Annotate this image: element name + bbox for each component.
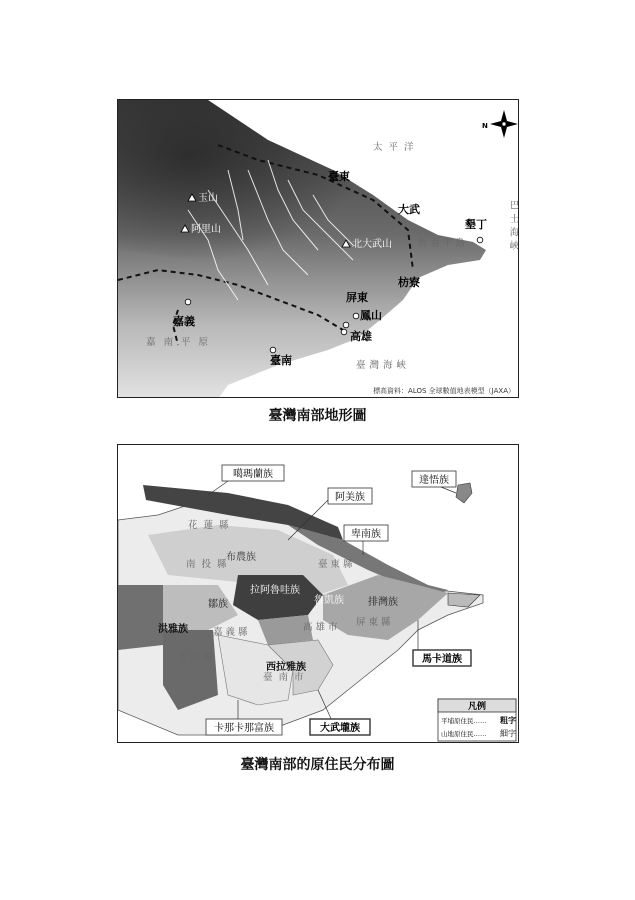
- elevation-source-note: 標高資料：ALOS 全球數值地表模型（JAXA）: [373, 387, 515, 395]
- place-pingdong: 屏東: [346, 291, 368, 304]
- svg-text:大武壠族: 大武壠族: [320, 723, 360, 734]
- callout-kavalan: [222, 465, 284, 481]
- region-jiayi-plain: [163, 630, 218, 710]
- callout-puyuma: [344, 525, 388, 541]
- county-pingdong: 屏東縣: [356, 617, 394, 628]
- ethnic-siraya: 西拉雅族: [266, 662, 306, 673]
- callout-kanakanavu: [206, 719, 282, 735]
- topographic-map-caption: 臺灣南部地形圖: [268, 408, 367, 424]
- legend-plains-style: 粗字: [500, 716, 516, 725]
- ethnic-bunun: 布農族: [226, 552, 256, 563]
- mountain-yushan: 玉山: [198, 193, 218, 204]
- place-dawu: 大武: [398, 203, 420, 216]
- county-hualian: 花蓮縣: [188, 520, 235, 531]
- ethnic-hoanya: 洪雅族: [158, 624, 188, 635]
- mountain-alishan: 阿里山: [191, 224, 221, 235]
- place-kending: 墾丁: [465, 218, 487, 231]
- callout-amis: [328, 488, 372, 504]
- place-fengshan: 鳳山: [360, 309, 382, 322]
- city-circle-icon: [270, 347, 276, 353]
- city-circle-icon: [343, 322, 349, 328]
- ethnic-hla-alua: 拉阿魯哇族: [250, 585, 300, 596]
- region-dawu-island: [456, 483, 472, 503]
- city-circle-icon: [477, 237, 483, 243]
- map-legend: [438, 699, 516, 741]
- peninsula-hengchun: 恆春半島: [418, 238, 469, 249]
- topographic-map: [117, 99, 519, 398]
- svg-text:卡那卡那富族: 卡那卡那富族: [214, 723, 274, 734]
- sea-bashi: 巴士海峽: [507, 200, 519, 254]
- compass-rose-icon: [490, 110, 518, 138]
- callout-makatao: [413, 650, 471, 666]
- svg-text:達悟族: 達悟族: [419, 475, 449, 486]
- county-yunlin: 雲林縣: [178, 652, 216, 663]
- svg-text:卑南族: 卑南族: [351, 529, 381, 540]
- county-tainan: 臺南市: [263, 672, 310, 683]
- svg-text:噶瑪蘭族: 噶瑪蘭族: [233, 469, 273, 480]
- legend-mountain-label: 山地原住民……: [441, 730, 487, 738]
- county-nantou: 南投縣: [186, 559, 233, 570]
- legend-mountain-style: 細字: [500, 729, 516, 738]
- plain-jianan: 嘉南平原: [146, 337, 217, 348]
- county-taidong: 臺東縣: [318, 559, 356, 570]
- mountain-beidawushan: 北大武山: [352, 239, 392, 250]
- sea-pacific: 太平洋: [373, 142, 420, 153]
- indigenous-map-canvas: [118, 445, 519, 743]
- compass-north-letter: N: [482, 122, 488, 130]
- city-circle-icon: [185, 299, 191, 305]
- callout-taivoan: [310, 719, 370, 735]
- callout-dawu: [412, 471, 456, 487]
- indigenous-distribution-map: [117, 444, 519, 743]
- county-gaoxiong: 高雄市: [303, 622, 341, 633]
- svg-text:阿美族: 阿美族: [335, 492, 365, 503]
- place-tainan: 臺南: [270, 354, 292, 367]
- place-fangliao: 枋寮: [398, 276, 420, 289]
- place-taidong: 臺東: [328, 170, 350, 183]
- ethnic-rukai: 魯凱族: [314, 595, 344, 606]
- legend-plains-label: 平埔原住民……: [441, 717, 487, 725]
- city-circle-icon: [341, 329, 347, 335]
- indigenous-map-caption: 臺灣南部的原住民分布圖: [240, 757, 395, 773]
- topographic-map-canvas: [118, 100, 519, 398]
- city-circle-icon: [353, 313, 359, 319]
- svg-text:馬卡道族: 馬卡道族: [422, 654, 462, 665]
- sea-taiwan-strait: 臺灣海峽: [356, 360, 411, 371]
- region-hoanya: [118, 585, 163, 650]
- ethnic-paiwan: 排灣族: [368, 597, 398, 608]
- mountain-core: [118, 100, 408, 280]
- county-jiayi: 嘉義縣: [213, 627, 251, 638]
- place-jiayi: 嘉義: [173, 315, 195, 328]
- legend-title: 凡例: [467, 702, 487, 712]
- place-gaoxiong: 高雄: [350, 330, 372, 343]
- ethnic-tsou: 鄒族: [208, 599, 228, 610]
